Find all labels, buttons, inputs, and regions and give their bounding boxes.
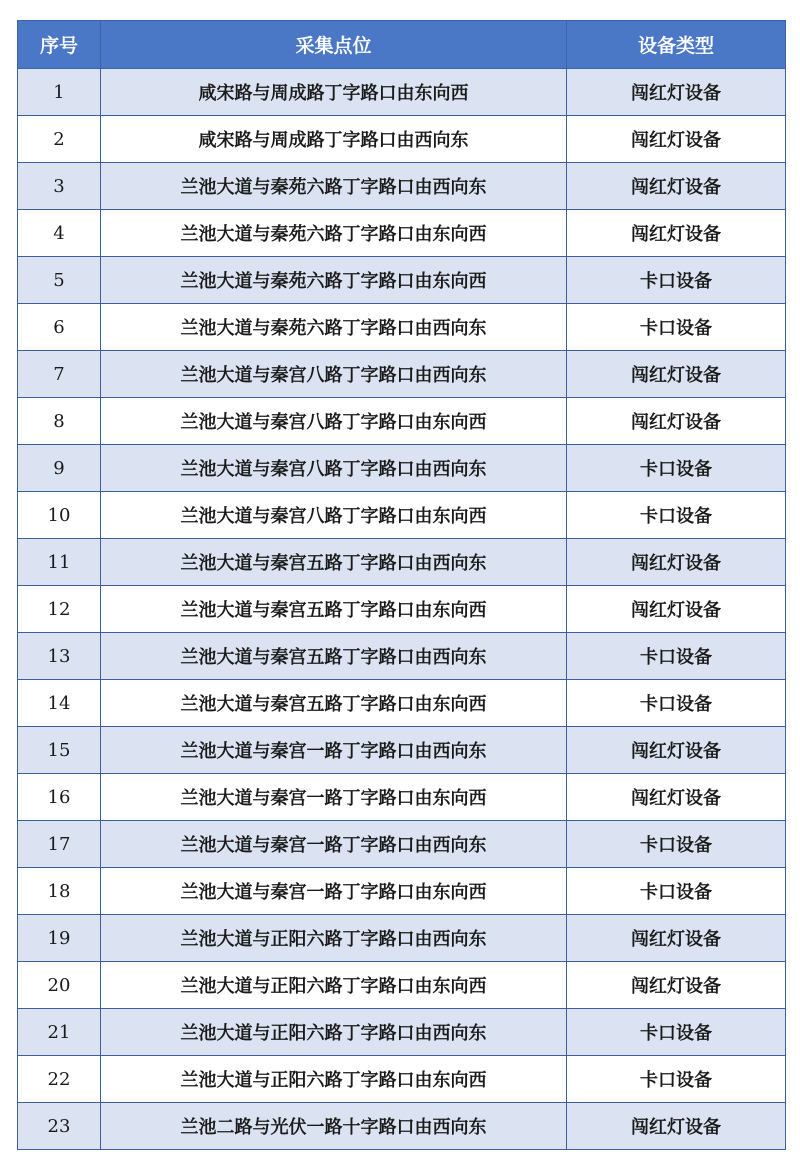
collection-points-table-container — [17, 20, 785, 1150]
row-index: 23 — [18, 1103, 101, 1150]
row-device-type: 闯红灯设备 — [567, 210, 786, 257]
row-location: 咸宋路与周成路丁字路口由西向东 — [101, 116, 567, 163]
row-index: 4 — [18, 210, 101, 257]
table-row — [18, 727, 786, 774]
table-row — [18, 445, 786, 492]
row-index: 14 — [18, 680, 101, 727]
row-index: 1 — [18, 69, 101, 116]
table-row — [18, 915, 786, 962]
row-index: 11 — [18, 539, 101, 586]
row-device-type: 卡口设备 — [567, 1056, 786, 1103]
row-location: 兰池大道与秦苑六路丁字路口由东向西 — [101, 257, 567, 304]
row-device-type: 卡口设备 — [567, 445, 786, 492]
row-index: 7 — [18, 351, 101, 398]
row-location: 兰池大道与正阳六路丁字路口由西向东 — [101, 915, 567, 962]
row-device-type: 闯红灯设备 — [567, 1103, 786, 1150]
row-location: 兰池大道与正阳六路丁字路口由东向西 — [101, 1056, 567, 1103]
table-row — [18, 586, 786, 633]
table-row — [18, 1056, 786, 1103]
row-index: 17 — [18, 821, 101, 868]
row-location: 兰池大道与秦苑六路丁字路口由西向东 — [101, 163, 567, 210]
row-device-type: 卡口设备 — [567, 1009, 786, 1056]
table-row — [18, 539, 786, 586]
row-device-type: 闯红灯设备 — [567, 586, 786, 633]
row-device-type: 卡口设备 — [567, 821, 786, 868]
row-index: 6 — [18, 304, 101, 351]
table-body — [18, 69, 786, 1150]
header-index: 序号 — [18, 21, 101, 69]
row-location: 兰池大道与正阳六路丁字路口由东向西 — [101, 962, 567, 1009]
row-location: 兰池大道与正阳六路丁字路口由西向东 — [101, 1009, 567, 1056]
table-row — [18, 1103, 786, 1150]
row-index: 20 — [18, 962, 101, 1009]
row-device-type: 卡口设备 — [567, 868, 786, 915]
row-device-type: 闯红灯设备 — [567, 163, 786, 210]
table-row — [18, 257, 786, 304]
row-device-type: 卡口设备 — [567, 633, 786, 680]
header-location: 采集点位 — [101, 21, 567, 69]
collection-points-table — [17, 20, 786, 1150]
row-index: 21 — [18, 1009, 101, 1056]
row-index: 16 — [18, 774, 101, 821]
row-location: 兰池大道与秦宫八路丁字路口由东向西 — [101, 398, 567, 445]
table-row — [18, 492, 786, 539]
row-index: 18 — [18, 868, 101, 915]
row-index: 13 — [18, 633, 101, 680]
row-index: 10 — [18, 492, 101, 539]
table-row — [18, 633, 786, 680]
row-index: 2 — [18, 116, 101, 163]
row-index: 12 — [18, 586, 101, 633]
row-location: 兰池大道与秦宫五路丁字路口由东向西 — [101, 586, 567, 633]
row-device-type: 闯红灯设备 — [567, 774, 786, 821]
table-row — [18, 163, 786, 210]
table-row — [18, 868, 786, 915]
row-device-type: 闯红灯设备 — [567, 727, 786, 774]
row-device-type: 卡口设备 — [567, 492, 786, 539]
row-index: 3 — [18, 163, 101, 210]
row-device-type: 卡口设备 — [567, 257, 786, 304]
table-row — [18, 304, 786, 351]
table-row — [18, 116, 786, 163]
row-index: 8 — [18, 398, 101, 445]
row-device-type: 卡口设备 — [567, 680, 786, 727]
row-device-type: 闯红灯设备 — [567, 351, 786, 398]
row-location: 兰池大道与秦宫一路丁字路口由西向东 — [101, 821, 567, 868]
row-index: 22 — [18, 1056, 101, 1103]
row-location: 兰池大道与秦苑六路丁字路口由西向东 — [101, 304, 567, 351]
row-index: 5 — [18, 257, 101, 304]
row-index: 9 — [18, 445, 101, 492]
row-location: 兰池二路与光伏一路十字路口由西向东 — [101, 1103, 567, 1150]
row-location: 兰池大道与秦宫五路丁字路口由西向东 — [101, 539, 567, 586]
header-device-type: 设备类型 — [567, 21, 786, 69]
row-location: 兰池大道与秦苑六路丁字路口由东向西 — [101, 210, 567, 257]
row-location: 兰池大道与秦宫八路丁字路口由西向东 — [101, 445, 567, 492]
row-device-type: 闯红灯设备 — [567, 116, 786, 163]
table-row — [18, 398, 786, 445]
table-row — [18, 680, 786, 727]
row-device-type: 闯红灯设备 — [567, 398, 786, 445]
table-row — [18, 821, 786, 868]
row-device-type: 闯红灯设备 — [567, 69, 786, 116]
row-location: 兰池大道与秦宫八路丁字路口由西向东 — [101, 351, 567, 398]
table-row — [18, 774, 786, 821]
row-index: 15 — [18, 727, 101, 774]
row-device-type: 卡口设备 — [567, 304, 786, 351]
row-device-type: 闯红灯设备 — [567, 915, 786, 962]
row-location: 兰池大道与秦宫五路丁字路口由西向东 — [101, 633, 567, 680]
header-row — [18, 21, 786, 69]
table-row — [18, 210, 786, 257]
table-row — [18, 69, 786, 116]
row-index: 19 — [18, 915, 101, 962]
row-location: 兰池大道与秦宫八路丁字路口由东向西 — [101, 492, 567, 539]
row-location: 兰池大道与秦宫一路丁字路口由东向西 — [101, 774, 567, 821]
table-header — [18, 21, 786, 69]
table-row — [18, 1009, 786, 1056]
row-location: 兰池大道与秦宫一路丁字路口由西向东 — [101, 727, 567, 774]
table-row — [18, 351, 786, 398]
row-location: 咸宋路与周成路丁字路口由东向西 — [101, 69, 567, 116]
row-location: 兰池大道与秦宫五路丁字路口由东向西 — [101, 680, 567, 727]
table-row — [18, 962, 786, 1009]
row-device-type: 闯红灯设备 — [567, 539, 786, 586]
row-location: 兰池大道与秦宫一路丁字路口由东向西 — [101, 868, 567, 915]
row-device-type: 闯红灯设备 — [567, 962, 786, 1009]
